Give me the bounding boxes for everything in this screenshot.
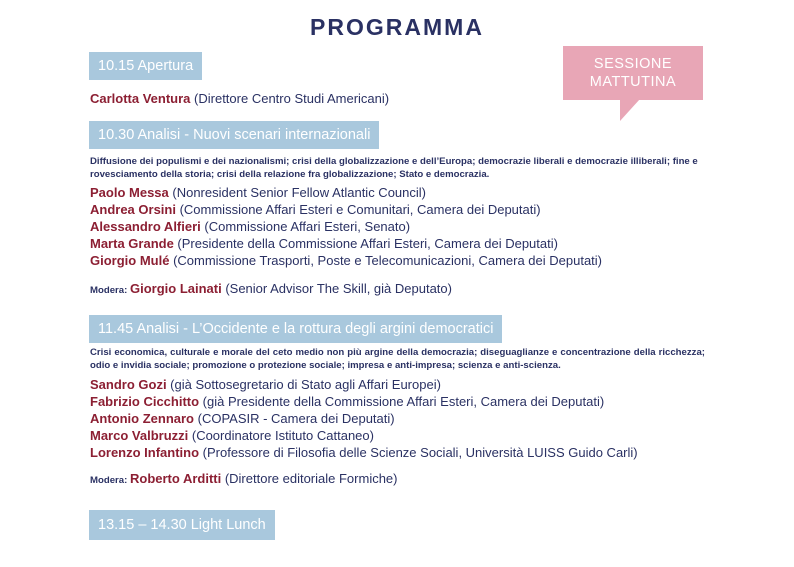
speaker-name: Alessandro Alfieri [90, 219, 201, 234]
speaker-role: (Professore di Filosofia delle Scienze Sociali, Università LUISS Guido Carli) [199, 445, 638, 460]
section-description-analisi-2: Crisi economica, culturale e morale del ceto medio non più argine della democrazia; diseguaglianze e concentrazione della ricchezza; odio e invidia sociale; promozione o protezione sociale; impresa e anti-impresa; scienza e anti-scienza. [90, 347, 705, 371]
speaker-role: (Commissione Trasporti, Poste e Telecomunicazioni, Camera dei Deputati) [169, 253, 603, 268]
speaker-name: Paolo Messa [90, 185, 169, 200]
session-badge-line1: SESSIONE [593, 56, 673, 72]
speaker-row [90, 90, 710, 107]
moderator-role: (Direttore editoriale Formiche) [221, 471, 398, 486]
section-header-lunch: 13.15 – 14.30 Light Lunch [89, 510, 275, 540]
speaker-row [90, 427, 710, 444]
section-header-apertura: 10.15 Apertura [89, 52, 202, 80]
moderator-label: Modera: [90, 475, 130, 486]
speaker-name: Marta Grande [90, 236, 174, 251]
speaker-row [90, 218, 710, 235]
speaker-list-analisi-2 [90, 376, 710, 461]
session-badge-line2: MATTUTINA [589, 74, 677, 90]
speaker-name: Sandro Gozi [90, 377, 167, 392]
moderator-analisi-1 [90, 280, 452, 299]
speaker-name: Andrea Orsini [90, 202, 176, 217]
speaker-name: Giorgio Mulé [90, 253, 170, 268]
speaker-row [90, 376, 710, 393]
speaker-name: Carlotta Ventura [90, 91, 191, 106]
speaker-row [90, 410, 710, 427]
speaker-role: (Presidente della Commissione Affari Esteri, Camera dei Deputati) [173, 236, 558, 251]
speaker-role: (già Presidente della Commissione Affari Esteri, Camera dei Deputati) [199, 394, 605, 409]
moderator-role: (Senior Advisor The Skill, già Deputato) [221, 281, 452, 296]
speaker-row [90, 444, 710, 461]
speaker-row [90, 235, 710, 252]
speaker-list-analisi-1 [90, 184, 710, 269]
speaker-list-apertura [90, 90, 710, 107]
moderator-label: Modera: [90, 285, 130, 296]
speaker-row [90, 201, 710, 218]
speaker-name: Marco Valbruzzi [90, 428, 189, 443]
speaker-role: (Commissione Affari Esteri, Senato) [200, 219, 411, 234]
moderator-name: Roberto Arditti [129, 471, 222, 486]
section-description-analisi-1: Diffusione dei populismi e dei nazionalismi; crisi della globalizzazione e dell’Europa; democrazie liberali e democrazie illiberali; fine e rovesciamento della storia; crisi della relazione fra globalizzazione; Stato e democrazia. [90, 156, 698, 180]
speaker-role: (Commissione Affari Esteri e Comunitari, Camera dei Deputati) [175, 202, 541, 217]
section-header-analisi-1: 10.30 Analisi - Nuovi scenari internazionali [89, 121, 379, 149]
speaker-role: (Nonresident Senior Fellow Atlantic Council) [168, 185, 426, 200]
page-title: PROGRAMMA [310, 14, 484, 40]
speaker-role: (già Sottosegretario di Stato agli Affari Europei) [166, 377, 441, 392]
section-header-analisi-2: 11.45 Analisi - L’Occidente e la rottura degli argini democratici [89, 315, 502, 343]
moderator-name: Giorgio Lainati [129, 281, 222, 296]
speaker-name: Fabrizio Cicchitto [90, 394, 200, 409]
moderator-analisi-2 [90, 470, 398, 489]
speaker-row [90, 252, 710, 269]
speaker-role: (COPASIR - Camera dei Deputati) [194, 411, 395, 426]
speaker-name: Antonio Zennaro [90, 411, 194, 426]
speaker-name: Lorenzo Infantino [90, 445, 200, 460]
speaker-row [90, 393, 710, 410]
speaker-role: (Direttore Centro Studi Americani) [190, 91, 390, 106]
speaker-role: (Coordinatore Istituto Cattaneo) [188, 428, 374, 443]
speaker-row [90, 184, 710, 201]
